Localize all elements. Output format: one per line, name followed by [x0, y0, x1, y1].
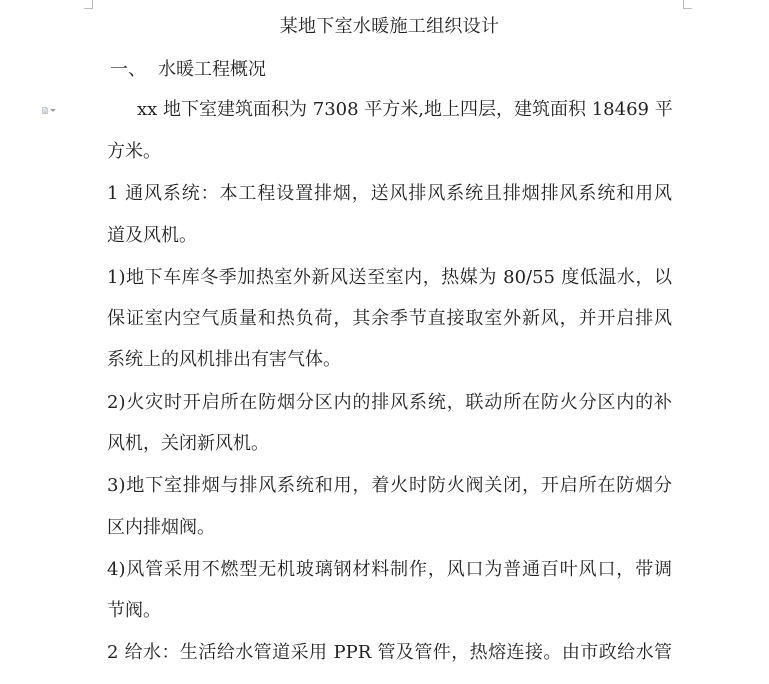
paragraph-line: 1 通风系统：本工程设置排烟，送风排风系统且排烟排风系统和用风	[107, 183, 672, 204]
section-number: 一、	[110, 59, 146, 80]
chevron-down-icon	[50, 109, 56, 112]
page-corner-mark-left	[84, 0, 93, 9]
paragraph-line: 系统上的风机排出有害气体。	[107, 349, 341, 370]
paragraph-line: 节阀。	[107, 600, 161, 621]
page-corner-mark-right	[683, 0, 692, 9]
paragraph-icon[interactable]	[42, 102, 56, 118]
paragraph-line: 4)风管采用不燃型无机玻璃钢材料制作，风口为普通百叶风口，带调	[107, 559, 672, 580]
paragraph-line: 风机，关闭新风机。	[107, 433, 269, 454]
section-heading	[110, 56, 266, 84]
paragraph-line: 道及风机。	[107, 225, 197, 246]
paragraph-line: 2 给水：生活给水管道采用 PPR 管及管件，热熔连接。由市政给水管	[107, 642, 672, 663]
paragraph-line: 保证室内空气质量和热负荷，其余季节直接取室外新风，并开启排风	[107, 308, 672, 329]
document-icon	[42, 103, 48, 118]
paragraph-line: 3)地下室排烟与排风系统和用，着火时防火阀关闭，开启所在防烟分	[107, 475, 672, 496]
section-heading-text: 水暖工程概况	[158, 59, 266, 80]
paragraph-line: xx 地下室建筑面积为 7308 平方米,地上四层，建筑面积 18469 平	[137, 99, 673, 120]
paragraph-line: 2)火灾时开启所在防烟分区内的排风系统，联动所在防火分区内的补	[107, 392, 672, 413]
paragraph-line: 方米。	[107, 141, 161, 162]
paragraph-line: 1)地下车库冬季加热室外新风送至室内，热媒为 80/55 度低温水，以	[107, 267, 672, 288]
paragraph-line: 区内排烟阀。	[107, 517, 215, 538]
document-title: 某地下室水暖施工组织设计	[279, 16, 500, 37]
